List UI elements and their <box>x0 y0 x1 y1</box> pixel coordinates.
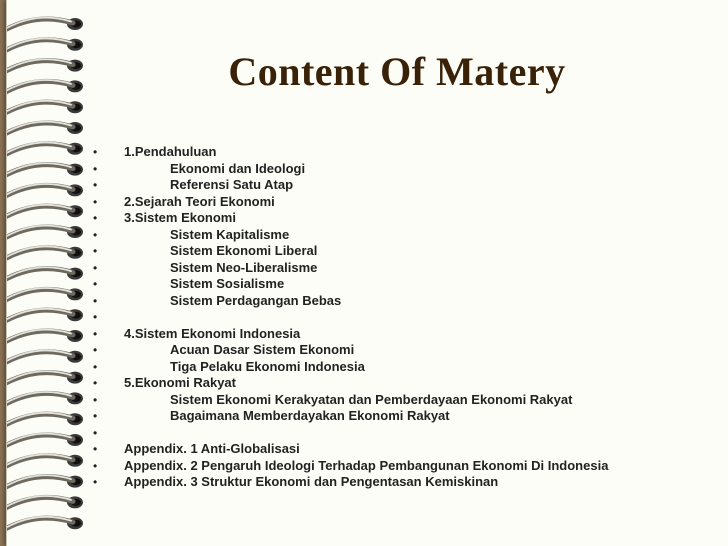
spiral-ring <box>7 59 83 72</box>
list-item-text: Appendix. 3 Struktur Ekonomi dan Pengentasan Kemiskinan <box>124 474 499 489</box>
spiral-ring <box>7 350 83 363</box>
bullet: • <box>93 343 98 357</box>
spiral-ring <box>7 517 83 530</box>
list-item <box>93 326 723 343</box>
bullet: • <box>93 475 98 489</box>
spiral-ring <box>7 496 83 509</box>
bullet: • <box>93 178 98 192</box>
bullet: • <box>93 442 98 456</box>
spiral-ring <box>7 413 83 426</box>
list-item <box>93 227 723 244</box>
list-item <box>93 441 723 458</box>
content-list <box>93 144 723 491</box>
list-item-text: Appendix. 2 Pengaruh Ideologi Terhadap Pembangunan Ekonomi Di Indonesia <box>124 457 609 473</box>
list-item <box>93 194 723 211</box>
spiral-ring <box>7 267 83 280</box>
list-item-text: Tiga Pelaku Ekonomi Indonesia <box>170 358 365 374</box>
list-item <box>93 293 723 310</box>
bullet: • <box>93 392 98 407</box>
spiral-ring <box>7 18 83 31</box>
list-item-text: Bagaimana Memberdayakan Ekonomi Rakyat <box>170 408 450 423</box>
list-item <box>93 359 723 376</box>
bullet: • <box>93 458 98 473</box>
list-item-text: Sistem Ekonomi Kerakyatan dan Pemberdayaan Ekonomi Rakyat <box>170 391 573 407</box>
bullet: • <box>93 260 98 275</box>
bullet: • <box>93 376 98 390</box>
spiral-ring <box>7 392 83 405</box>
spiral-ring <box>7 205 83 218</box>
bullet: • <box>93 161 98 176</box>
list-item <box>93 243 723 260</box>
list-item <box>93 177 723 194</box>
list-item-text: Sistem Neo-Liberalisme <box>170 259 318 275</box>
spiral-ring <box>7 184 83 197</box>
spiral-ring <box>7 101 83 114</box>
list-item-text: Appendix. 1 Anti-Globalisasi <box>124 441 300 456</box>
list-item <box>93 309 723 326</box>
notebook-page <box>6 0 728 546</box>
list-item <box>93 342 723 359</box>
list-item-text: Referensi Satu Atap <box>170 177 294 192</box>
list-item <box>93 474 723 491</box>
bullet: • <box>93 145 98 159</box>
spiral-ring <box>7 309 83 322</box>
spiral-ring <box>7 371 83 384</box>
list-item <box>93 276 723 293</box>
spiral-binding <box>7 0 97 546</box>
spiral-ring <box>7 454 83 467</box>
spiral-ring <box>7 246 83 259</box>
spiral-ring <box>7 434 83 447</box>
list-item-text: Sistem Sosialisme <box>170 276 285 291</box>
bullet: • <box>93 227 98 242</box>
list-item-text: Sistem Ekonomi Liberal <box>170 243 318 258</box>
bullet: • <box>93 310 98 324</box>
spiral-ring <box>7 288 83 301</box>
bullet: • <box>93 277 98 291</box>
bullet: • <box>93 409 98 423</box>
bullet: • <box>93 359 98 374</box>
bullet: • <box>93 244 98 258</box>
spiral-ring <box>7 142 83 155</box>
spiral-ring <box>7 226 83 239</box>
list-item-text: 1.Pendahuluan <box>124 144 217 159</box>
list-item <box>93 144 723 161</box>
bullet: • <box>93 293 98 308</box>
list-item <box>93 260 723 277</box>
list-item <box>93 161 723 178</box>
list-item-text: Acuan Dasar Sistem Ekonomi <box>170 342 355 357</box>
spiral-ring <box>7 80 83 93</box>
list-item-text: Sistem Kapitalisme <box>170 226 290 242</box>
list-item-text: 3.Sistem Ekonomi <box>124 210 236 225</box>
list-item <box>93 408 723 425</box>
bullet: • <box>93 194 98 209</box>
list-item-text: 2.Sejarah Teori Ekonomi <box>124 193 275 209</box>
list-item <box>93 375 723 392</box>
spiral-ring <box>7 122 83 135</box>
list-item <box>93 425 723 442</box>
bullet: • <box>93 211 98 225</box>
list-item <box>93 210 723 227</box>
list-item-text: Sistem Perdagangan Bebas <box>170 292 342 308</box>
list-item <box>93 392 723 409</box>
list-item-text: 4.Sistem Ekonomi Indonesia <box>124 325 301 341</box>
bullet: • <box>93 425 98 440</box>
list-item <box>93 458 723 475</box>
spiral-ring <box>7 163 83 176</box>
list-item-text: Ekonomi dan Ideologi <box>170 160 306 176</box>
slide-title: Content Of Matery <box>228 49 566 94</box>
spiral-ring <box>7 38 83 51</box>
spiral-ring <box>7 475 83 488</box>
bullet: • <box>93 326 98 341</box>
spiral-ring <box>7 330 83 343</box>
list-item-text: 5.Ekonomi Rakyat <box>124 375 236 390</box>
